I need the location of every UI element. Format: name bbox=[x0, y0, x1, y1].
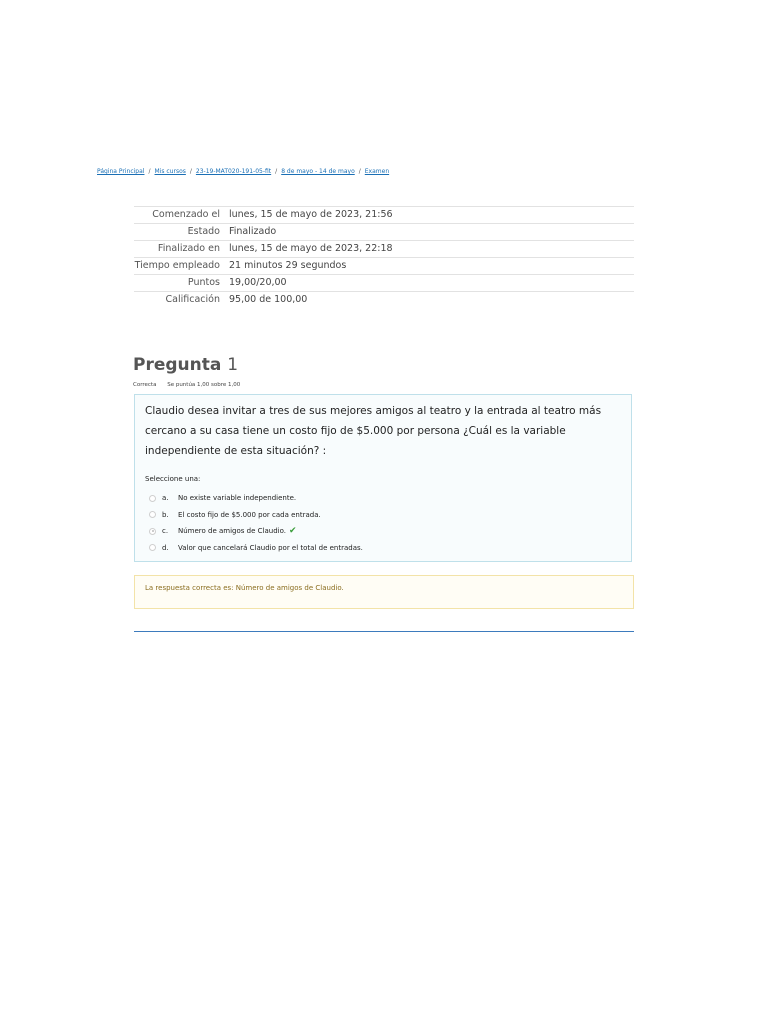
summary-value: lunes, 15 de mayo de 2023, 21:56 bbox=[229, 209, 393, 220]
summary-row-points bbox=[134, 275, 634, 292]
answer-option-d bbox=[149, 540, 609, 557]
breadcrumb-link-course[interactable]: 23-19-MAT020-191-05-fit bbox=[195, 168, 272, 175]
answer-text: Número de amigos de Claudio. bbox=[178, 527, 286, 536]
answer-letter: a. bbox=[162, 494, 169, 503]
breadcrumb-link-week[interactable]: 8 de mayo - 14 de mayo bbox=[281, 168, 355, 175]
answer-list bbox=[149, 490, 609, 556]
feedback-text: La respuesta correcta es: Número de amigos de Claudio. bbox=[145, 584, 344, 592]
breadcrumb-link-my-courses[interactable]: Mis cursos bbox=[154, 168, 186, 175]
check-icon: ✔ bbox=[288, 526, 297, 537]
summary-value: 21 minutos 29 segundos bbox=[229, 260, 347, 271]
breadcrumb-separator: / bbox=[189, 168, 192, 175]
summary-row-started bbox=[134, 207, 634, 224]
summary-value: 95,00 de 100,00 bbox=[229, 294, 308, 305]
question-grade: Se puntúa 1,00 sobre 1,00 bbox=[167, 382, 241, 388]
summary-row-finished bbox=[134, 241, 634, 258]
summary-label: Calificación bbox=[165, 294, 220, 305]
summary-value: Finalizado bbox=[229, 226, 277, 237]
answer-letter: c. bbox=[162, 527, 169, 536]
summary-label: Tiempo empleado bbox=[134, 260, 220, 271]
summary-label: Comenzado el bbox=[152, 209, 220, 220]
breadcrumb-separator: / bbox=[275, 168, 278, 175]
correct-answer-feedback bbox=[134, 575, 634, 609]
question-text: Claudio desea invitar a tres de sus mejores amigos al teatro y la entrada al teatro más cercano a su casa tiene un costo fijo de $5.000 por persona ¿Cuál es la variable independiente de esta situación? : bbox=[145, 405, 602, 457]
answer-radio bbox=[149, 544, 156, 551]
breadcrumb-link-exam[interactable]: Examen bbox=[364, 168, 390, 175]
question-title bbox=[133, 355, 238, 375]
summary-label: Estado bbox=[187, 226, 220, 237]
answer-option-b bbox=[149, 507, 609, 524]
answer-option-a bbox=[149, 490, 609, 507]
question-state: Correcta bbox=[133, 382, 157, 388]
question-title-word: Pregunta bbox=[133, 355, 222, 375]
question-number: 1 bbox=[227, 355, 239, 375]
summary-label: Puntos bbox=[187, 277, 220, 288]
answer-prompt: Seleccione una: bbox=[145, 475, 201, 483]
answer-letter: b. bbox=[162, 510, 169, 519]
answer-text: Valor que cancelará Claudio por el total de entradas. bbox=[178, 543, 363, 552]
breadcrumb-separator: / bbox=[358, 168, 361, 175]
answer-radio-selected bbox=[149, 528, 156, 535]
section-divider bbox=[134, 631, 634, 632]
summary-value: lunes, 15 de mayo de 2023, 22:18 bbox=[229, 243, 393, 254]
answer-letter: d. bbox=[162, 543, 169, 552]
breadcrumb-separator: / bbox=[148, 168, 151, 175]
summary-row-grade bbox=[134, 292, 634, 309]
answer-radio bbox=[149, 495, 156, 502]
summary-row-time-taken bbox=[134, 258, 634, 275]
answer-text: No existe variable independiente. bbox=[178, 494, 297, 503]
question-state-info bbox=[133, 382, 240, 388]
summary-row-state bbox=[134, 224, 634, 241]
summary-label: Finalizado en bbox=[157, 243, 220, 254]
answer-radio bbox=[149, 511, 156, 518]
breadcrumb-link-home[interactable]: Página Principal bbox=[97, 168, 145, 175]
answer-text: El costo fijo de $5.000 por cada entrada. bbox=[178, 510, 321, 519]
summary-value: 19,00/20,00 bbox=[229, 277, 287, 288]
breadcrumb bbox=[97, 166, 657, 178]
attempt-summary-table bbox=[134, 206, 634, 308]
question-content-box bbox=[134, 394, 632, 562]
answer-option-c bbox=[149, 523, 609, 540]
